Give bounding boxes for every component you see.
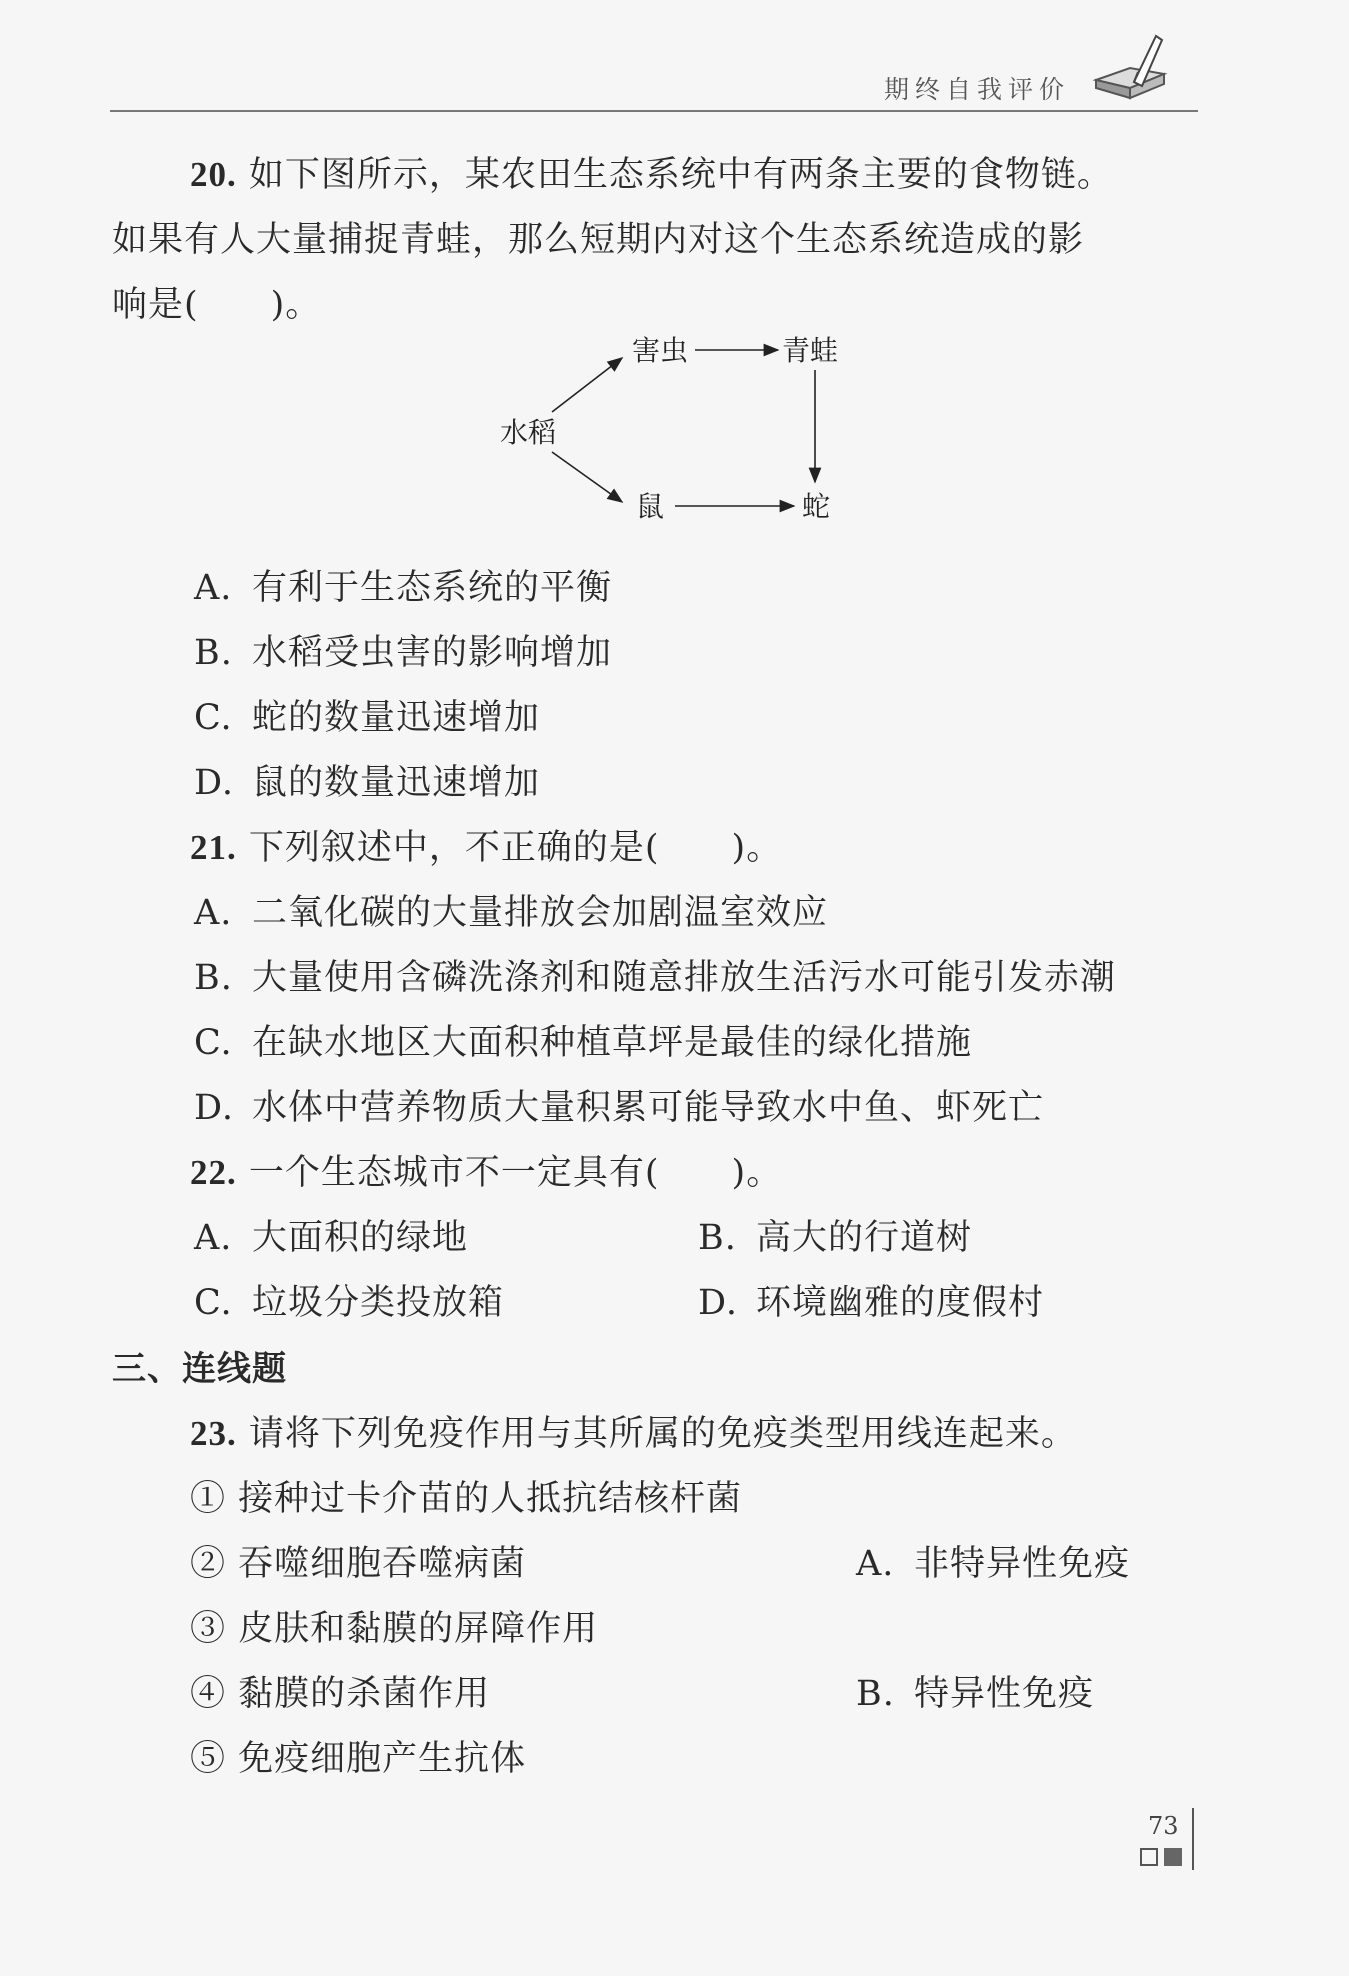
q22-number: 22. bbox=[190, 1153, 237, 1192]
q23-type-a: A. 非特异性免疫 bbox=[856, 1544, 1131, 1584]
q23-item-1: ① 接种过卡介苗的人抵抗结核杆菌 bbox=[190, 1479, 743, 1519]
q22-option-b: B. 高大的行道树 bbox=[698, 1218, 973, 1258]
q20-option-c: C. 蛇的数量迅速增加 bbox=[194, 698, 541, 738]
diagram-node-snake: 蛇 bbox=[802, 490, 831, 523]
arrow-rice-to-pest bbox=[552, 358, 622, 412]
diagram-node-rice: 水稻 bbox=[500, 416, 557, 449]
q23-number: 23. bbox=[190, 1414, 237, 1453]
q20-text-line3: 响是( )。 bbox=[112, 285, 322, 325]
page-number-divider bbox=[1192, 1808, 1194, 1870]
q20-option-b: B. 水稻受虫害的影响增加 bbox=[194, 633, 613, 673]
q21-option-d: D. 水体中营养物质大量积累可能导致水中鱼、虾死亡 bbox=[194, 1088, 1045, 1128]
page-number: 73 bbox=[1148, 1812, 1179, 1840]
q23-stem: 23. 请将下列免疫作用与其所属的免疫类型用线连起来。 bbox=[190, 1414, 1077, 1454]
q22-option-d: D. 环境幽雅的度假村 bbox=[698, 1283, 1045, 1323]
header-title: 期终自我评价 bbox=[884, 75, 1071, 104]
q23-item-5: ⑤ 免疫细胞产生抗体 bbox=[190, 1739, 527, 1779]
empty-square-icon bbox=[1140, 1848, 1158, 1866]
q20-option-d: D. 鼠的数量迅速增加 bbox=[194, 763, 541, 803]
q21-option-a: A. 二氧化碳的大量排放会加剧温室效应 bbox=[194, 893, 829, 933]
diagram-node-frog: 青蛙 bbox=[782, 334, 839, 367]
q20-number: 20. bbox=[190, 155, 237, 194]
q20-option-a: A. 有利于生态系统的平衡 bbox=[194, 568, 613, 608]
q22-stem: 22. 一个生态城市不一定具有( )。 bbox=[190, 1153, 783, 1193]
q22-option-a: A. 大面积的绿地 bbox=[194, 1218, 469, 1258]
q21-option-b: B. 大量使用含磷洗涤剂和随意排放生活污水可能引发赤潮 bbox=[194, 958, 1117, 998]
q21-option-c: C. 在缺水地区大面积种植草坪是最佳的绿化措施 bbox=[194, 1023, 973, 1063]
diagram-node-mouse: 鼠 bbox=[636, 490, 665, 523]
q23-item-2: ② 吞噬细胞吞噬病菌 bbox=[190, 1544, 527, 1584]
book-pencil-icon bbox=[1090, 28, 1170, 104]
q20-text-line2: 如果有人大量捕捉青蛙，那么短期内对这个生态系统造成的影 bbox=[112, 220, 1085, 260]
food-chain-diagram bbox=[480, 320, 880, 530]
q22-option-c: C. 垃圾分类投放箱 bbox=[194, 1283, 505, 1323]
q23-item-4: ④ 黏膜的杀菌作用 bbox=[190, 1674, 491, 1714]
header-rule bbox=[110, 110, 1198, 112]
q23-item-3: ③ 皮肤和黏膜的屏障作用 bbox=[190, 1609, 599, 1649]
q20-text-line1: 如下图所示，某农田生态系统中有两条主要的食物链。 bbox=[248, 155, 1113, 195]
q21-stem: 21. 下列叙述中，不正确的是( )。 bbox=[190, 828, 783, 868]
q20-line1 bbox=[190, 155, 1113, 195]
q21-number: 21. bbox=[190, 828, 237, 867]
diagram-node-pest: 害虫 bbox=[632, 334, 689, 367]
filled-square-icon bbox=[1164, 1848, 1182, 1866]
section-title-matching: 三、连线题 bbox=[112, 1349, 287, 1389]
q23-type-b: B. 特异性免疫 bbox=[856, 1674, 1095, 1714]
arrow-rice-to-mouse bbox=[552, 452, 622, 502]
